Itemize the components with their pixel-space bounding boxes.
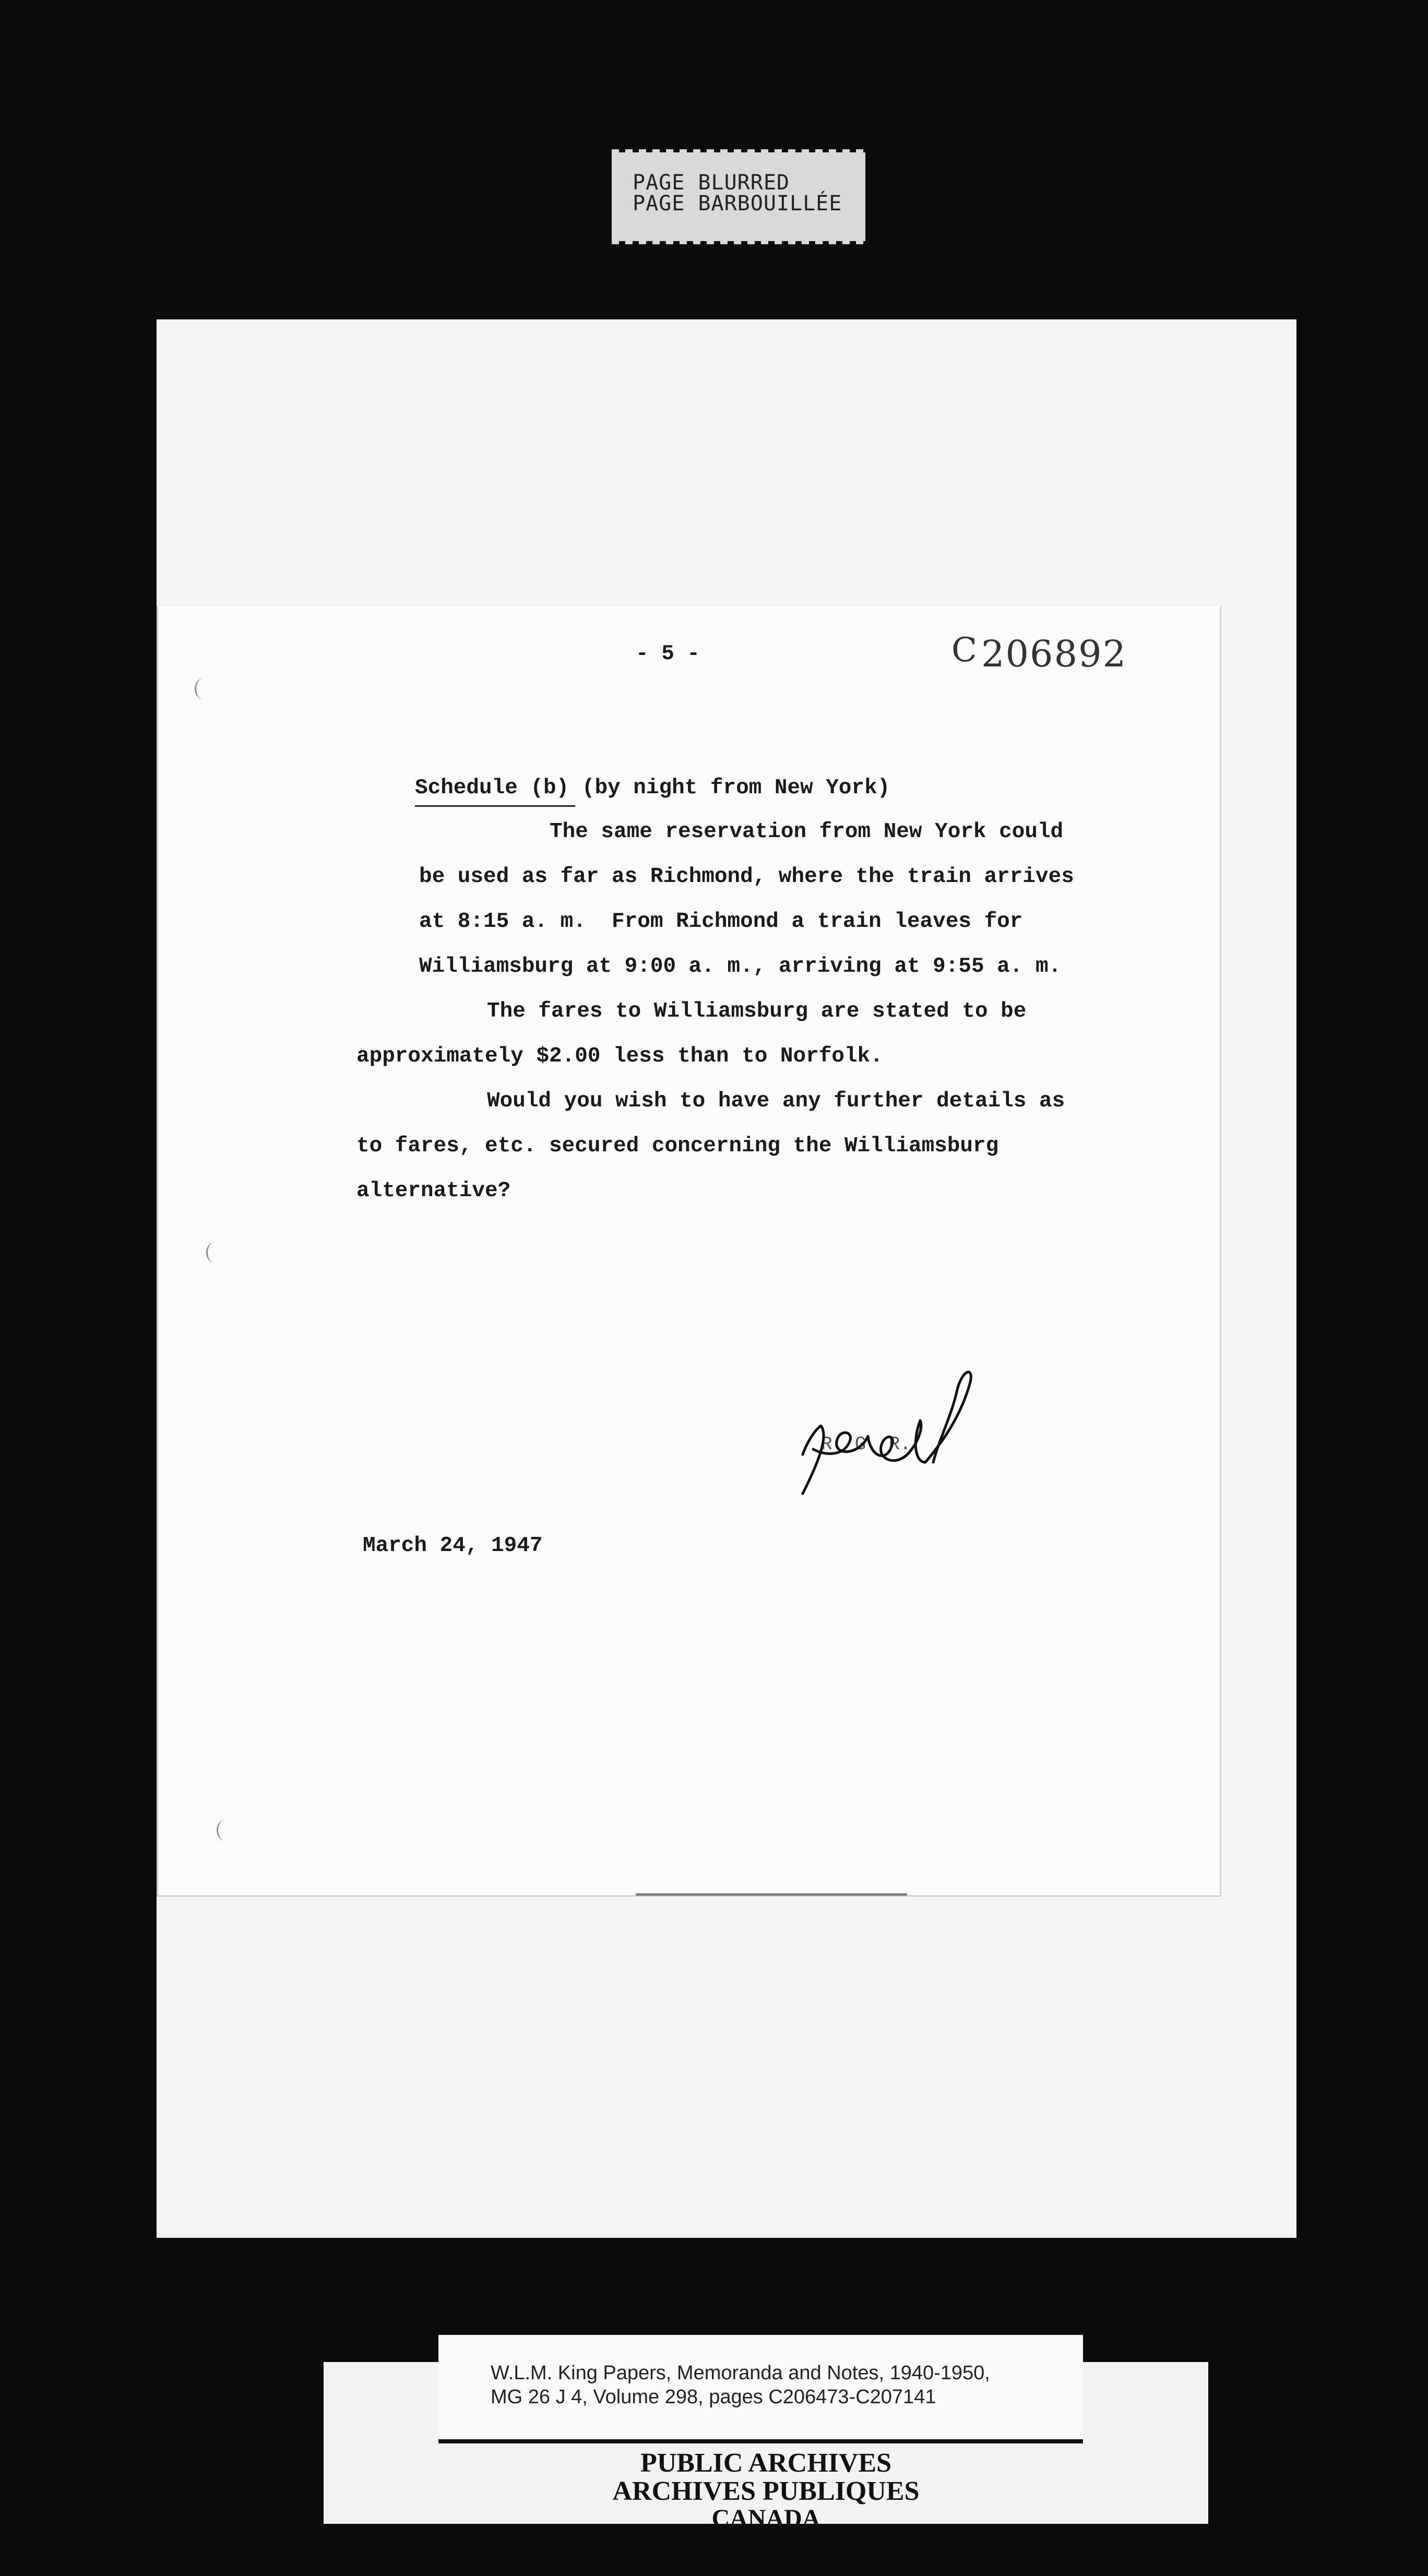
- punch-hole-bottom: [217, 1820, 234, 1841]
- body-line: Williamsburg at 9:00 a. m., arriving at 9:55 a. m.: [419, 955, 1062, 979]
- page-number: - 5 -: [636, 642, 700, 666]
- reference-collection: W.L.M. King Papers, Memoranda and Notes, 1940-1950,: [491, 2362, 990, 2384]
- body-line: The same reservation from New York could: [550, 820, 1064, 844]
- schedule-heading: [415, 778, 890, 799]
- memo-date: March 24, 1947: [363, 1534, 543, 1558]
- document-id-number: 206892: [981, 633, 1127, 675]
- schedule-heading-note: (by night from New York): [569, 776, 890, 800]
- handwritten-signature: [782, 1363, 1001, 1509]
- typed-initials: R. G. R.: [821, 1434, 911, 1455]
- body-line: to fares, etc. secured concerning the Williamsburg: [356, 1134, 999, 1158]
- body-line: at 8:15 a. m. From Richmond a train leaves for: [419, 910, 1023, 934]
- punch-hole-top: [195, 678, 212, 699]
- archive-reference-card: [438, 2335, 1083, 2443]
- body-line: Would you wish to have any further details as: [487, 1089, 1065, 1113]
- reference-volume: MG 26 J 4, Volume 298, pages C206473-C207141: [491, 2386, 936, 2408]
- blurred-label-english: PAGE BLURRED: [633, 171, 790, 195]
- document-id-stamp: [951, 633, 1127, 675]
- punch-hole-middle: [206, 1242, 223, 1263]
- archive-name-english: PUBLIC ARCHIVES: [640, 2448, 892, 2478]
- blurred-label-french: PAGE BARBOUILLÉE: [633, 192, 842, 216]
- page-blurred-label: [612, 152, 865, 241]
- body-line: approximately $2.00 less than to Norfolk.: [356, 1044, 883, 1068]
- archive-country: CANADA: [711, 2505, 820, 2532]
- heading-underline: [415, 805, 575, 807]
- memo-page: [157, 606, 1221, 1897]
- archive-name-french: ARCHIVES PUBLIQUES: [612, 2476, 920, 2506]
- document-id-prefix: C: [951, 631, 978, 670]
- schedule-heading-title: Schedule (b): [415, 776, 569, 800]
- body-line: The fares to Williamsburg are stated to be: [487, 999, 1027, 1023]
- body-line: alternative?: [356, 1179, 511, 1203]
- bottom-rule: [636, 1893, 907, 1895]
- body-line: be used as far as Richmond, where the train arrives: [419, 865, 1074, 889]
